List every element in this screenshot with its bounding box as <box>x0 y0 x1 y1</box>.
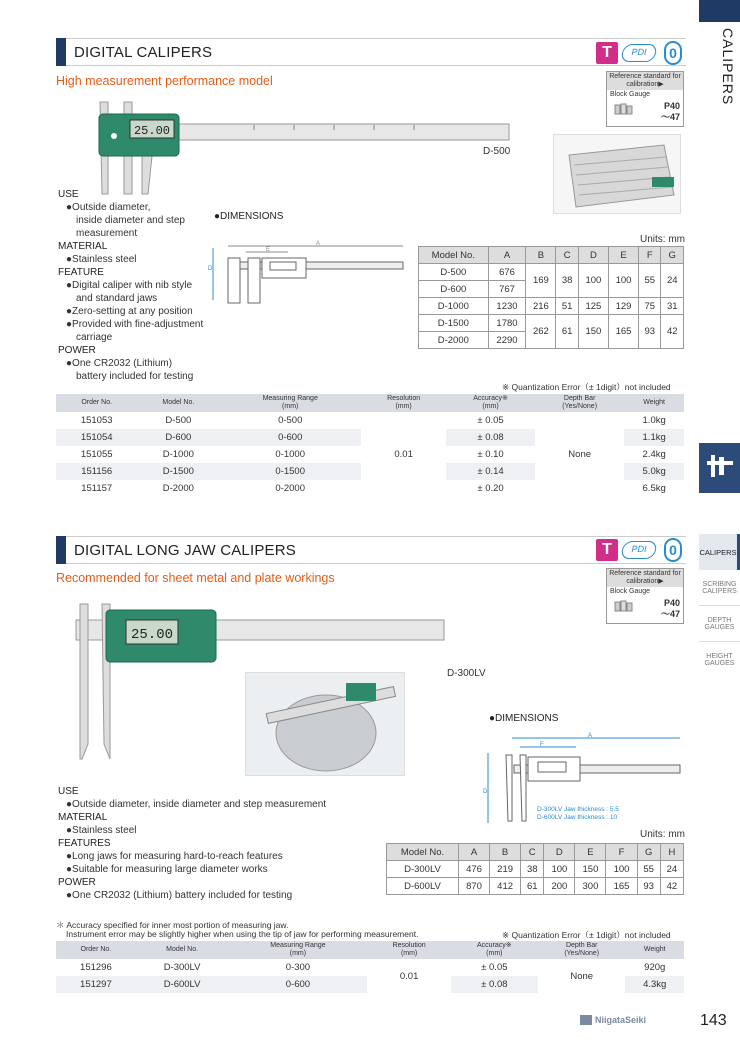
section2-subtitle: Recommended for sheet metal and plate workings <box>56 571 335 585</box>
dimension-drawing <box>208 240 408 315</box>
accuracy-note-1: ＊ Accuracy specified for inner most portion of measuring jaw. <box>56 920 289 930</box>
order-header: Measuring Range (mm) <box>228 941 367 959</box>
order-row <box>56 412 684 429</box>
order-table-1 <box>56 394 684 497</box>
page-number: 143 <box>700 1012 727 1029</box>
svg-text:F: F <box>540 742 544 748</box>
model-no: D-300LV <box>163 962 201 973</box>
dim-header: Model No. <box>419 247 489 264</box>
dimensions-title: ●DIMENSIONS <box>214 211 284 222</box>
section1-specs <box>58 188 203 383</box>
order-no: 151157 <box>81 483 113 494</box>
range: 0-500 <box>278 415 303 426</box>
spec-line: FEATURES <box>58 838 111 849</box>
cell: 767 <box>488 281 526 298</box>
spec-line: ●Digital caliper with nib style <box>66 280 193 291</box>
order-no: 151156 <box>56 463 137 480</box>
cell: 38 <box>556 264 578 298</box>
spec-line: FEATURE <box>58 267 104 278</box>
order-table-2 <box>56 941 684 993</box>
spec-line: ●Stainless steel <box>66 254 137 265</box>
spec-line: and standard jaws <box>76 293 158 304</box>
brand-name: NiigataSeiki <box>595 1015 647 1025</box>
dim-header: Model No. <box>387 844 459 861</box>
order-header: Model No. <box>137 394 219 412</box>
cell: D-500 <box>419 264 489 281</box>
accuracy: ± 0.10 <box>477 449 504 460</box>
cell: 262 <box>526 315 556 349</box>
order-header: Measuring Range (mm) <box>219 394 361 412</box>
section-mark <box>56 536 66 564</box>
cell: 219 <box>490 861 521 878</box>
dim-header: B <box>526 247 556 264</box>
weight: 1.0kg <box>642 415 666 426</box>
spec-line: MATERIAL <box>58 241 108 252</box>
depth-bar: None <box>535 412 624 497</box>
range: 0-600 <box>228 976 367 993</box>
svg-text:E: E <box>266 247 271 253</box>
dim-header: E <box>608 247 638 264</box>
dim-header: D <box>544 844 575 861</box>
cell: 2290 <box>488 332 526 349</box>
digital-caliper-image <box>94 94 514 194</box>
weight: 2.4kg <box>642 449 666 460</box>
order-no: 151055 <box>80 449 113 460</box>
cell: D-2000 <box>419 332 489 349</box>
units-label-1: Units: mm <box>640 234 685 245</box>
quantization-note-1: ※ Quantization Error（± 1digit）not included <box>502 382 671 392</box>
ref-body: Block Gauge <box>610 588 651 595</box>
cell: 1780 <box>488 315 526 332</box>
cell: 38 <box>521 861 544 878</box>
cell: 476 <box>458 861 489 878</box>
spec-line: ●Provided with fine-adjustment <box>66 319 204 330</box>
case-photo-graphic <box>554 135 682 215</box>
cell: 31 <box>661 298 684 315</box>
weight: 5.0kg <box>624 463 684 480</box>
spec-line: ●Outside diameter, <box>66 202 151 213</box>
cell: D-300LV <box>387 861 459 878</box>
cell: 150 <box>575 861 606 878</box>
accuracy: ± 0.05 <box>477 415 504 426</box>
weight: 920g <box>644 962 666 973</box>
brand-logo <box>580 1012 690 1028</box>
range: 0-2000 <box>275 483 306 494</box>
dimensions-table-1 <box>418 246 684 349</box>
order-row <box>56 959 684 976</box>
dim-header: F <box>639 247 661 264</box>
cell: 165 <box>606 878 637 895</box>
units-label-2: Units: mm <box>640 829 685 840</box>
weight: 6.5kg <box>642 483 666 494</box>
dim-header: C <box>556 247 578 264</box>
spec-line: ●One CR2032 (Lithium) battery included for testing <box>66 890 293 901</box>
dimensions-title: ●DIMENSIONS <box>489 713 559 724</box>
model-no: D-500 <box>165 415 192 426</box>
order-header: Order No. <box>56 941 136 959</box>
section2-specs <box>58 785 326 902</box>
tag-t-icon: T <box>596 539 618 561</box>
cell: 93 <box>639 315 661 349</box>
jaw-note-1: D-300LV Jaw thickness : 5.5 <box>537 806 619 813</box>
dim-header: C <box>521 844 544 861</box>
cell: 129 <box>608 298 638 315</box>
side-nav-calipers[interactable]: CALIPERS <box>699 534 740 570</box>
cell: D-1000 <box>419 298 489 315</box>
cell: 42 <box>660 878 683 895</box>
dim-header: B <box>490 844 521 861</box>
svg-text:D: D <box>483 789 488 795</box>
block-gauge-icon <box>613 599 637 613</box>
cell: 100 <box>606 861 637 878</box>
cell: 100 <box>578 264 608 298</box>
cell: 24 <box>661 264 684 298</box>
order-header: Order No. <box>56 394 137 412</box>
cell: 870 <box>458 878 489 895</box>
order-no: 151296 <box>80 962 112 973</box>
cell: 125 <box>578 298 608 315</box>
cell: 61 <box>521 878 544 895</box>
cell: D-1500 <box>419 315 489 332</box>
range: 0-600 <box>219 429 361 446</box>
ref-body: Block Gauge <box>610 91 651 98</box>
spec-line: ●One CR2032 (Lithium) <box>66 358 173 369</box>
cell: 24 <box>660 861 683 878</box>
ref-pages: P40 ～47 <box>660 101 680 122</box>
spec-line: USE <box>58 189 79 200</box>
pdi-icon: PDI <box>620 541 658 559</box>
section1-subtitle: High measurement performance model <box>56 74 273 88</box>
order-header: Weight <box>625 941 684 959</box>
cell: 61 <box>556 315 578 349</box>
section2-title-bar <box>56 536 686 564</box>
section1-title: DIGITAL CALIPERS <box>74 43 213 61</box>
cell: 100 <box>608 264 638 298</box>
spec-line: inside diameter and step <box>76 215 185 226</box>
resolution: 0.01 <box>361 412 446 497</box>
quantization-note-2: ※ Quantization Error（± 1digit）not included <box>502 930 671 940</box>
cell: 51 <box>556 298 578 315</box>
spec-line: carriage <box>76 332 113 343</box>
cell: D-600LV <box>387 878 459 895</box>
spec-line: MATERIAL <box>58 812 108 823</box>
side-caliper-icon-tab <box>699 443 740 493</box>
order-header: Depth Bar (Yes/None) <box>538 941 626 959</box>
dimensions-table-2 <box>386 843 684 895</box>
svg-text:25.00: 25.00 <box>130 627 174 643</box>
spec-line: POWER <box>58 877 96 888</box>
svg-text:D: D <box>208 266 213 272</box>
svg-text:A: A <box>316 241 321 247</box>
ref-head: Reference standard for calibration▶ <box>607 72 683 90</box>
cell: 55 <box>639 264 661 298</box>
cell: 200 <box>544 878 575 895</box>
cell: 42 <box>661 315 684 349</box>
order-header: Accuracy※ (mm) <box>446 394 535 412</box>
resolution: 0.01 <box>367 959 450 993</box>
cell: 75 <box>639 298 661 315</box>
cell: 216 <box>526 298 556 315</box>
accuracy: ± 0.08 <box>446 429 535 446</box>
accuracy: ± 0.20 <box>477 483 504 494</box>
dim-row <box>387 878 684 895</box>
side-nav-depth[interactable]: DEPTH GAUGES <box>699 606 740 642</box>
range: 0-300 <box>285 962 311 973</box>
model-label-d500: D-500 <box>483 146 511 157</box>
order-no: 151053 <box>80 415 113 426</box>
order-no: 151297 <box>56 976 136 993</box>
side-nav-height[interactable]: HEIGHT GAUGES <box>704 653 735 667</box>
ref-head: Reference standard for calibration▶ <box>607 569 683 587</box>
model-no: D-1500 <box>137 463 219 480</box>
cell: 165 <box>608 315 638 349</box>
model-no: D-600 <box>137 429 219 446</box>
section1-title-bar <box>56 38 686 66</box>
brand-mark-icon <box>580 1015 592 1025</box>
ref-pages: P40 ～47 <box>660 598 680 619</box>
accuracy: ± 0.14 <box>446 463 535 480</box>
calibration-ref-box <box>606 71 684 127</box>
dim-header: G <box>637 844 660 861</box>
cell: 300 <box>575 878 606 895</box>
dim-header: F <box>606 844 637 861</box>
cell: 676 <box>488 264 526 281</box>
cell: 55 <box>637 861 660 878</box>
range: 0-1000 <box>275 449 306 460</box>
model-no: D-2000 <box>162 483 194 494</box>
dim-header: A <box>488 247 526 264</box>
side-label: CALIPERS <box>720 28 736 106</box>
side-header-tab <box>699 0 740 22</box>
zero-icon: 0 <box>664 41 682 65</box>
svg-text:A: A <box>588 733 593 739</box>
measuring-cylinder-photo <box>245 672 405 776</box>
caliper-icon <box>699 443 740 493</box>
spec-line: ●Stainless steel <box>66 825 137 836</box>
accuracy-note-2: Instrument error may be slightly higher when using the tip of jaw for performing measurement. <box>66 929 419 939</box>
cell: 412 <box>490 878 521 895</box>
svg-text:25.00: 25.00 <box>133 124 171 138</box>
spec-line: ●Outside diameter, inside diameter and step measurement <box>66 799 327 810</box>
order-header: Accuracy※ (mm) <box>451 941 538 959</box>
spec-line: ●Long jaws for measuring hard-to-reach features <box>66 851 283 862</box>
calibration-ref-box <box>606 568 684 624</box>
spec-line: measurement <box>76 228 138 239</box>
dim-header: D <box>578 247 608 264</box>
pdi-icon: PDI <box>620 44 658 62</box>
range: 0-1500 <box>219 463 361 480</box>
spec-line: POWER <box>58 345 96 356</box>
order-header: Weight <box>624 394 684 412</box>
depth-bar: None <box>538 959 626 993</box>
order-header: Resolution (mm) <box>367 941 450 959</box>
side-nav <box>699 534 740 678</box>
cell: 93 <box>637 878 660 895</box>
weight: 1.1kg <box>624 429 684 446</box>
model-no: D-1000 <box>162 449 194 460</box>
dim-header: E <box>575 844 606 861</box>
block-gauge-icon <box>613 102 637 116</box>
spec-line: ●Zero-setting at any position <box>66 306 193 317</box>
cell: 100 <box>544 861 575 878</box>
cell: D-600 <box>419 281 489 298</box>
dim-header: H <box>660 844 683 861</box>
dim-header: G <box>661 247 684 264</box>
dim-header: A <box>458 844 489 861</box>
cylinder-photo-graphic <box>246 673 406 777</box>
zero-icon: 0 <box>664 538 682 562</box>
caliper-case-photo <box>553 134 681 214</box>
cell: 1230 <box>488 298 526 315</box>
accuracy: ± 0.08 <box>451 976 538 993</box>
side-nav-scribing[interactable]: SCRIBING CALIPERS <box>699 570 740 606</box>
model-no: D-600LV <box>136 976 229 993</box>
dim-row <box>387 861 684 878</box>
cell: 150 <box>578 315 608 349</box>
tag-t-icon: T <box>596 42 618 64</box>
section2-title: DIGITAL LONG JAW CALIPERS <box>74 541 296 559</box>
order-header: Model No. <box>136 941 229 959</box>
model-label-d300lv: D-300LV <box>447 668 486 679</box>
jaw-note-2: D-600LV Jaw thickness : 10 <box>537 814 618 821</box>
spec-line: ●Suitable for measuring large diameter works <box>66 864 268 875</box>
spec-line: USE <box>58 786 79 797</box>
spec-line: battery included for testing <box>76 371 194 382</box>
weight: 4.3kg <box>625 976 684 993</box>
section-mark <box>56 38 66 66</box>
cell: 169 <box>526 264 556 298</box>
order-header: Resolution (mm) <box>361 394 446 412</box>
order-header: Depth Bar (Yes/None) <box>535 394 624 412</box>
order-no: 151054 <box>56 429 137 446</box>
accuracy: ± 0.05 <box>481 962 508 973</box>
